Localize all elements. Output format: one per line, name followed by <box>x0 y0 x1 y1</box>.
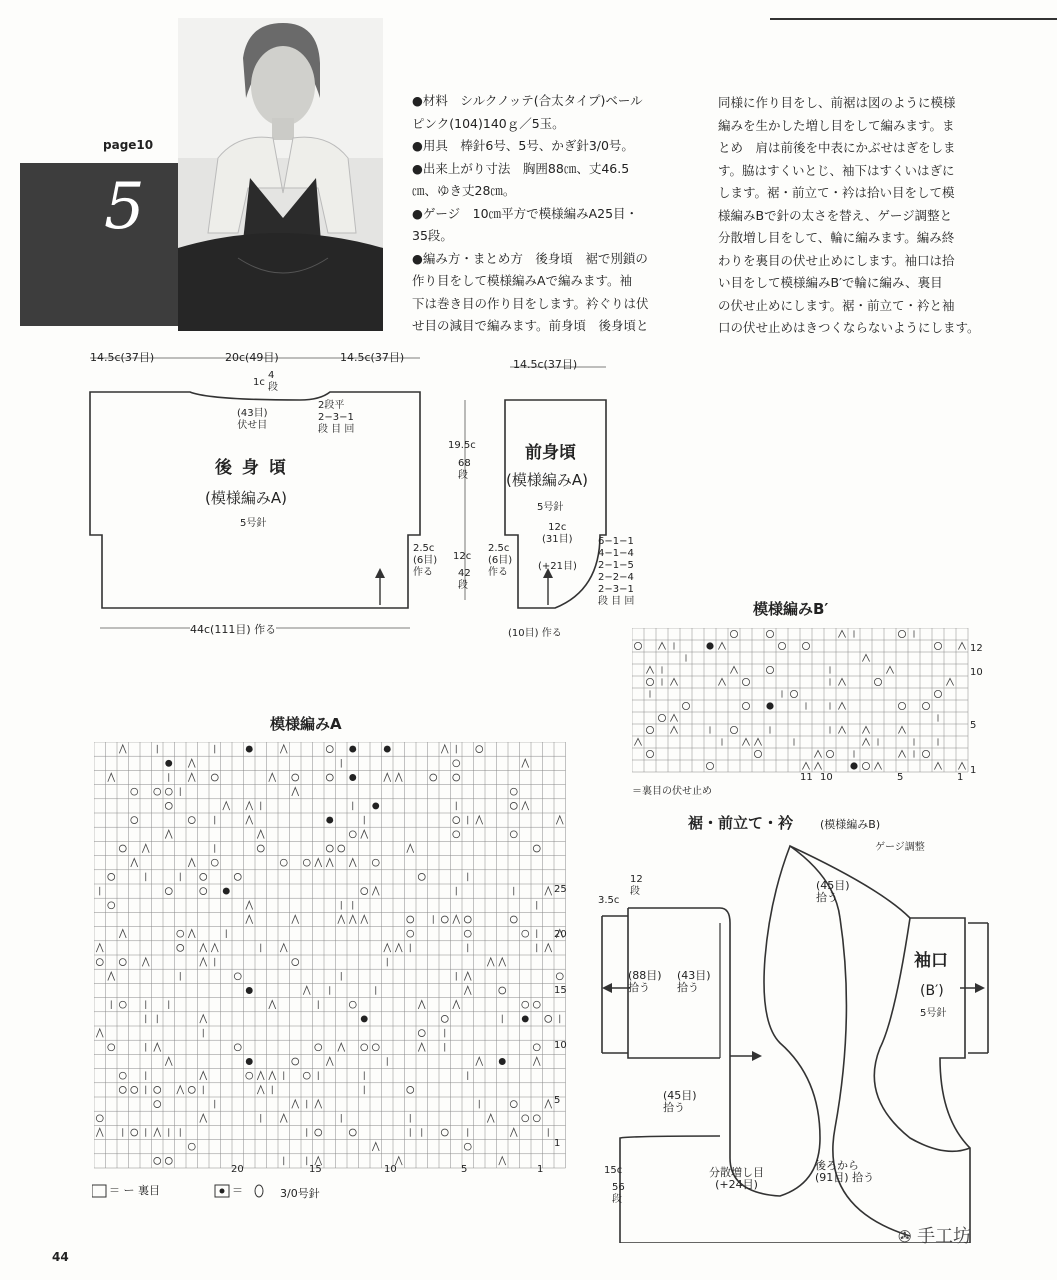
chart-a-col-1: 1 <box>537 1164 544 1175</box>
hem-title-sub: (模様編みB) <box>820 818 881 831</box>
legend-bobble-icon <box>255 1185 263 1197</box>
instruction-line: 同様に作り目をし、前裾は図のように模様 <box>718 95 956 110</box>
chart-b-col-5: 5 <box>897 772 904 783</box>
instructions-col2 <box>718 92 1008 340</box>
top-rule <box>770 18 1057 20</box>
back-bottom-dim: 44c(111目) 作る <box>190 623 277 636</box>
hem-back-pick: 後ろから (91目) 拾う <box>815 1159 875 1184</box>
height-lower: 12c <box>453 551 472 562</box>
height-lower-rows: 42段 <box>458 568 471 591</box>
model-photo <box>178 18 383 331</box>
instruction-line: せ目の減目で編みます。前身頃 後身頃と <box>412 318 649 333</box>
watermark <box>898 1222 971 1248</box>
back-neck-depth: 1c <box>253 377 265 388</box>
instruction-line: す。脇はすくいとじ、袖下はすくいはぎに <box>718 162 955 178</box>
front-armhole: 2.5c (6目) 作る <box>488 543 513 578</box>
chart-a-col-15: 15 <box>309 1164 322 1175</box>
back-subtitle: (模様編みA) <box>205 489 287 507</box>
height-upper-rows: 68段 <box>458 458 471 481</box>
chart-b-col-10: 10 <box>820 772 833 783</box>
instruction-line: 下は巻き目の作り目をします。衿ぐりは伏 <box>412 295 649 311</box>
pattern-number-block <box>20 163 178 326</box>
hem-low-depth: 15c <box>604 1165 623 1176</box>
instruction-line: 分散増し目をして、輪に編みます。編み終 <box>718 230 955 245</box>
back-dim-center: 20c(49目) <box>225 351 279 364</box>
back-title: 後 身 頃 <box>215 458 288 478</box>
hem-diagram <box>590 838 1010 1243</box>
chart-a-row-5: 5 <box>554 1095 561 1106</box>
height-upper: 19.5c <box>448 440 476 451</box>
instruction-line: ●ゲージ 10㎝平方で模様編みA25目・ <box>412 205 639 221</box>
back-dim-right: 14.5c(37目) <box>340 351 405 364</box>
chart-a-col-20: 20 <box>231 1164 244 1175</box>
chart-b-row-10: 10 <box>970 667 983 678</box>
chart-b-legend: ＝裏目の伏せ止め <box>632 786 712 797</box>
instructions-col1 <box>412 90 702 338</box>
chart-a-row-25: 25 <box>554 884 567 895</box>
hem-low-rows: 56段 <box>612 1182 625 1205</box>
chart-a-grid <box>94 742 572 1177</box>
back-needle: 5号針 <box>240 518 267 529</box>
instruction-line: わりを裏目の伏せ止めにします。袖口は拾 <box>718 252 955 268</box>
hem-pick-43: (43目) 拾う <box>677 969 711 994</box>
hem-left-depth: 3.5c <box>598 895 620 906</box>
back-neck-bind: (43目) 伏せ目 <box>237 408 268 431</box>
hem-pick-45-low: (45目) 拾う <box>663 1089 697 1114</box>
watermark-text: 手工坊 <box>917 1226 972 1247</box>
instruction-line: ●材料 シルクノッテ(合太タイプ)ベール <box>412 93 643 108</box>
hem-pick-88: (88目) 拾う <box>628 969 662 994</box>
wechat-icon: ✇ <box>898 1227 912 1246</box>
instruction-line: 35段。 <box>412 228 453 243</box>
front-cast-on: (10目) 作る <box>508 628 562 639</box>
back-armhole: 2.5c (6目) 作る <box>413 543 438 578</box>
hem-left-rows: 12段 <box>630 874 643 897</box>
chart-a-col-10: 10 <box>384 1164 397 1175</box>
instruction-line: ピンク(104)140ｇ／5玉。 <box>412 115 565 131</box>
chart-a-legend-2: ＝ <box>232 1184 247 1197</box>
front-needle: 5号針 <box>537 502 564 513</box>
back-neck-rows: 4段 <box>268 370 278 393</box>
front-increase: (+21目) <box>538 561 577 572</box>
instruction-line: 作り目をして模様編みAで編みます。袖 <box>412 273 633 288</box>
back-neck-dec: 2段平 2−3−1 段 目 回 <box>318 400 355 435</box>
instruction-line: ●出来上がり寸法 胸囲88㎝、丈46.5 <box>412 160 630 176</box>
front-subtitle: (模様編みA) <box>506 471 588 489</box>
chart-b-row-1: 1 <box>970 765 977 776</box>
instruction-line: とめ 肩は前後を中表にかぶせはぎをしま <box>718 140 956 155</box>
chart-a-legend-1: ＝ ー 裏目 <box>109 1184 160 1197</box>
front-title: 前身頃 <box>525 443 576 463</box>
instruction-line: 口の伏せ止めはきつくならないようにします。 <box>718 320 980 335</box>
instruction-line: の伏せ止めにします。裾・前立て・衿と袖 <box>718 297 955 313</box>
cuff-needle: 5号針 <box>920 1008 947 1019</box>
front-schedule: 6−1−1 4−1−4 2−1−5 2−2−4 2−3−1 段 目 回 <box>598 536 635 607</box>
cuff-sub: (B′) <box>920 983 944 999</box>
chart-b-grid <box>632 628 972 783</box>
front-dim-top: 14.5c(37目) <box>513 358 578 371</box>
chart-a-col-5: 5 <box>461 1164 468 1175</box>
chart-b-col-11: 11 <box>800 772 813 783</box>
instruction-line: ●編み方・まとめ方 後身頃 裾で別鎖の <box>412 250 648 266</box>
bodice-diagrams <box>0 340 700 650</box>
chart-a-title: 模様編みA <box>270 715 342 733</box>
instruction-line: ●用具 棒針6号、5号、かぎ針3/0号。 <box>412 138 634 153</box>
back-dim-left: 14.5c(37目) <box>90 351 155 364</box>
page-number: 44 <box>52 1250 69 1264</box>
chart-a-legend-2-suffix: 3/0号針 <box>280 1187 320 1200</box>
chart-a-row-10: 10 <box>554 1040 567 1051</box>
hem-gauge-note: ゲージ調整 <box>875 842 925 853</box>
page-label: page10 <box>103 138 154 152</box>
chart-b-col-1: 1 <box>957 772 964 783</box>
instruction-line: します。裾・前立て・衿は拾い目をして模 <box>718 185 955 200</box>
instruction-line: ㎝、ゆき丈28㎝。 <box>412 183 516 198</box>
hem-title: 裾・前立て・衿 <box>688 814 794 832</box>
chart-b-row-5: 5 <box>970 720 977 731</box>
chart-b-row-12: 12 <box>970 643 983 654</box>
hem-band-outline <box>620 846 970 1243</box>
pattern-number: 5 <box>104 170 145 244</box>
hem-pick-45-top: (45目) 拾う <box>816 879 850 904</box>
instruction-line: 編みを生かした増し目をして編みます。ま <box>718 117 955 133</box>
legend-knit-box <box>92 1185 106 1197</box>
chart-a-row-15: 15 <box>554 985 567 996</box>
instruction-line: い目をして模様編みB′で輪に編み、裏目 <box>718 275 943 290</box>
chart-a-row-1: 1 <box>554 1138 561 1149</box>
chart-b-title: 模様編みB′ <box>753 600 829 618</box>
cuff-title: 袖口 <box>914 951 948 971</box>
hem-increase: 分散増し目 (+24目) <box>709 1166 764 1191</box>
front-hem-width: 12c (31目) <box>542 522 573 545</box>
instruction-line: 様編みBで針の太さを替え、ゲージ調整と <box>718 207 953 223</box>
chart-a-row-20: 20 <box>554 929 567 940</box>
